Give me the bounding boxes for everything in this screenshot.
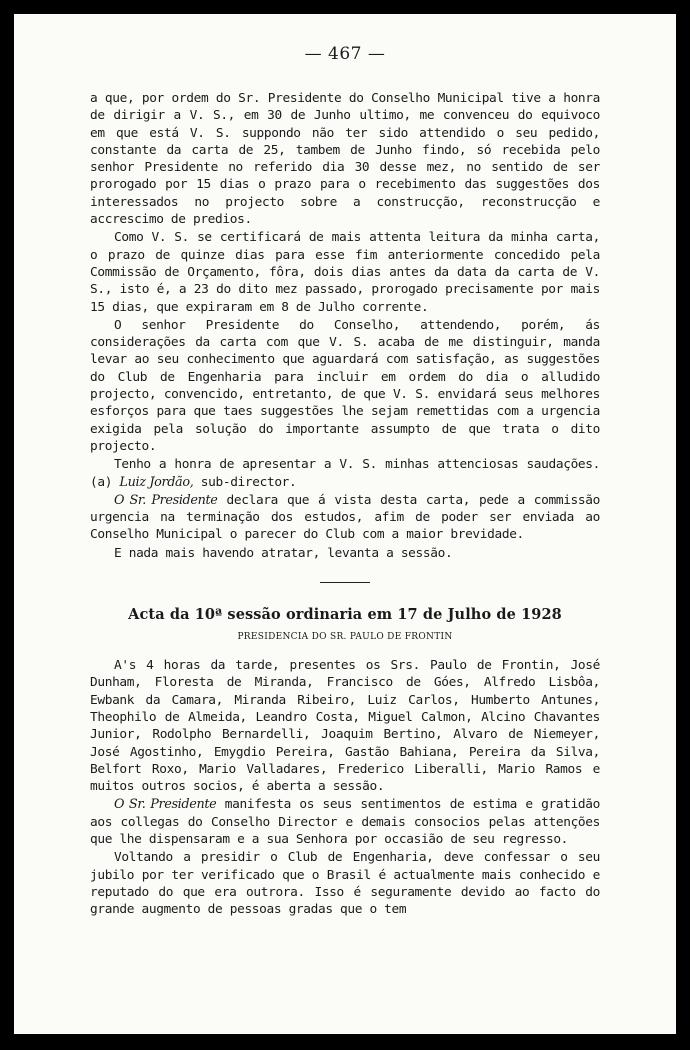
text-column [90,90,600,918]
closing-text: Tenho a honra de apresentar a V. S. minhas attenciosas saudações. (a) [90,457,600,490]
section-subtitle: PRESIDENCIA DO SR. PAULO DE FRONTIN [237,632,453,643]
paragraph-attendance: A's 4 horas da tarde, presentes os Srs. Paulo de Frontin, José Dunham, Floresta de Miranda, Francisco de Góes, Alfredo Lisbôa, Ewbank da Camara, Miranda Ribeiro, Luiz Carlos, Humberto Antunes, Theophilo de Almeida, Leandro Costa, Miguel Calmon, Alcino Chavantes Junior, Rodolpho Bernardelli, Joaquim Bertino, Alvaro de Niemeyer, José Agostinho, Emygdio Pereira, Gastão Bahiana, Pereira da Silva, Belfort Roxo, Mario Valladares, Frederico Liberalli, Mario Ramos e muitos outros socios, é aberta a sessão. [90,658,600,795]
speaker-label: O Sr. Presidente [114,492,218,508]
speaker-text: declara que á vista desta carta, pede a commissão urgencia na terminação dos estudos, afim de poder ser enviada ao Conselho Municipal o parecer do Club com a maior brevidade. [90,492,600,543]
paragraph-letter-deadline: Como V. S. se certificará de mais attenta leitura da minha carta, o prazo de quinze dias para esse fim anteriormente concedido pela Commissão de Orçamento, fôra, dois dias antes da data da carta de V. S., isto é, a 23 do dito mez passado, prorogado precisamente por mais 15 dias, que expiraram em 8 de Julho corrente. [90,230,600,315]
signatory-title: sub-director. [193,474,297,490]
paragraph-return-remarks: Voltando a presidir o Club de Engenharia, deve confessar o seu jubilo por ter verificado que o Brasil é actualmente mais conhecido e reputado do que era outrora. Isso é seguramente devido ao facto do grande augmento de pessoas gradas que o tem [90,850,600,918]
paragraph-letter-president: O senhor Presidente do Conselho, attendendo, porém, ás considerações da carta com que V. S. acaba de me distinguir, manda levar ao seu conhecimento que aguardará com satisfação, as suggestões do Club de Engenharia para incluir em ordem do dia o alludido projecto, convencido, entretanto, de que V. S. envidará seus melhores esforços para que taes suggestões lhe sejam remettidas com a urgencia exigida pela solução do importante assumpto de que trata o dito projecto. [90,317,600,454]
section-title: Acta da 10ª sessão ordinaria em 17 de Julho de 1928 [128,606,562,624]
paragraph-president-declares [90,492,600,544]
paragraph-letter-closing [90,456,600,491]
paragraph-letter-continuation: a que, por ordem do Sr. Presidente do Conselho Municipal tive a honra de dirigir a V. S., em 30 de Junho ultimo, me convenceu do equivoco em que está V. S. suppondo não ter sido attendido o seu pedido, constante da carta de 25, tambem de Junho findo, só recebida pelo senhor Presidente no referido dia 30 desse mez, no sentido de ser prorogado por 15 dias o prazo para o recebimento das suggestões dos interessados no projecto sobre a construcção, reconstrucção e accrescimo de predios. [90,91,600,228]
paragraph-session-closed: E nada mais havendo atratar, levanta a sessão. [114,545,453,561]
document-page [14,14,676,1034]
section-divider [320,582,370,583]
speaker-text: manifesta os seus sentimentos de estima e gratidão aos collegas do Conselho Director e demais consocios pelas attenções que lhe dispensaram e a sua Senhora por occasião de seu regresso. [90,797,600,847]
paragraph-president-thanks [90,796,600,848]
page-number: — 467 — [304,44,386,64]
speaker-label: O Sr. Presidente [114,797,217,813]
signatory-name: Luiz Jordão, [119,474,194,490]
